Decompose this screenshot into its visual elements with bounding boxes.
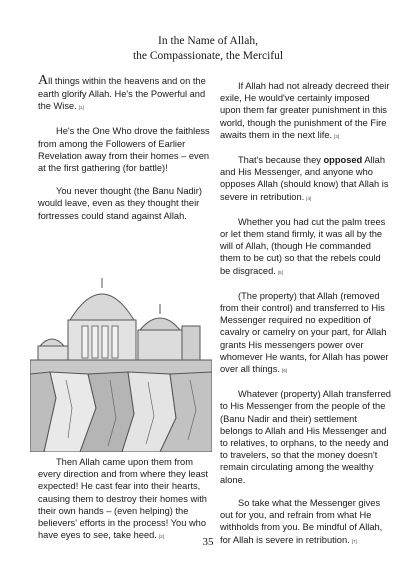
right-paragraph-1 (220, 80, 392, 143)
heading-line-1: In the Name of Allah, (158, 35, 258, 47)
left-paragraph-4 (38, 456, 210, 543)
left-paragraph-1 (38, 74, 210, 114)
left-column (38, 74, 210, 233)
right-paragraph-6-text: So take what the Messenger gives out for you, and refrain from what He withholds from you. Be mindful of Allah, for Allah is severe in retribution. (220, 497, 383, 545)
verse-marker: [4] (306, 195, 312, 201)
emphasized-word: opposed (323, 155, 363, 166)
right-paragraph-3-text: Whether you had cut the palm trees or let them stand firmly, it was all by the will of Allah, (though He commanded them to be cut) so that the rebels could be disgraced. (220, 216, 386, 276)
verse-marker: [3] (334, 133, 340, 139)
right-paragraph-5: Whatever (property) Allah transferred to His Messenger from the people of the (Banu Nadir and their) settlement belongs to Allah and His Messenger and to relatives, to orphans, to the needy and to travelers, so that the money doesn't remain circulating among the wealthy alone. (220, 389, 391, 485)
right-paragraph-4-text: (The property) that Allah (removed from their control) and transferred to His Messenger required no expedition of cavalry or camelry on your part, for Allah grants His messengers power over whomever He wants, for Allah has power over all things. (220, 290, 389, 375)
page-number: 35 (202, 536, 214, 548)
verse-marker: [1] (78, 105, 84, 111)
right-paragraph-3 (220, 216, 392, 279)
verse-marker: [5] (277, 269, 283, 275)
verse-marker: [6] (281, 368, 287, 374)
right-paragraph-4 (220, 290, 392, 377)
right-paragraph-2-text-a: That's because they (238, 155, 324, 166)
right-paragraph-1-text: If Allah had not already decreed their exile, He would've certainly imposed upon them far greater punishment in this world, though the punishment of the Fire awaits them in the next life. (220, 81, 390, 140)
left-paragraph-1-text: ll things within the heavens and on the earth glorify Allah. He's the Powerful and the Wise. (38, 76, 206, 112)
left-paragraph-2: He's the One Who drove the faithless from among the Followers of Earlier Revelation away from their homes – even at the first gathering (for battle)! (38, 126, 210, 174)
chapter-heading (0, 34, 416, 64)
right-column (220, 80, 392, 559)
right-paragraph-2-text-b: Allah and His Messenger, and anyone who opposes Allah (should know) that Allah is severe in retribution. (220, 155, 389, 202)
drop-cap: A (38, 73, 49, 88)
fortress-illustration (30, 268, 212, 452)
verse-marker: [2] (158, 534, 164, 540)
verse-marker: [7] (351, 538, 357, 544)
left-paragraph-3: You never thought (the Banu Nadir) would leave, even as they thought their fortresses could stand against Allah. (38, 186, 202, 221)
right-paragraph-2 (220, 154, 392, 205)
heading-line-2: the Compassionate, the Merciful (132, 50, 284, 62)
left-paragraph-4-text: Then Allah came upon them from every direction and from where they least expected! He cast fear into their hearts, causing them to destroy their homes with their own hands – (even helping) the believers' efforts in the process! You who have eyes to see, take heed. (38, 457, 209, 541)
